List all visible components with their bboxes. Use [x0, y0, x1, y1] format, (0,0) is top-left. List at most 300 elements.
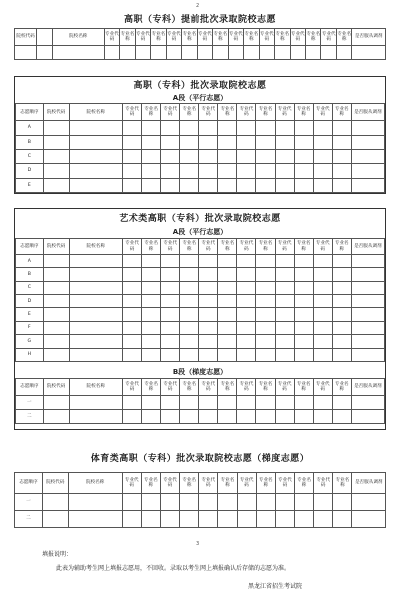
empty-cell: [351, 135, 384, 149]
empty-cell: [142, 335, 161, 348]
empty-cell: [166, 46, 181, 60]
table-row: [16, 135, 385, 149]
empty-cell: [351, 308, 384, 321]
empty-cell: [180, 149, 199, 163]
empty-cell: [199, 321, 218, 334]
empty-cell: [275, 255, 294, 268]
row-label: 二: [16, 409, 44, 423]
empty-cell: [332, 335, 351, 348]
empty-cell: [52, 46, 104, 60]
empty-cell: [180, 281, 199, 294]
empty-cell: [294, 295, 313, 308]
header-obey: 是否服从调剂: [351, 104, 384, 121]
empty-cell: [142, 321, 161, 334]
empty-cell: [142, 281, 161, 294]
row-label: B: [16, 268, 44, 281]
row-label: 一: [15, 493, 43, 510]
header-major-code: 专业代码: [259, 29, 274, 46]
empty-cell: [313, 308, 332, 321]
choice-table-b: [15, 378, 385, 424]
header-major-name: 专业名称: [294, 239, 313, 255]
empty-cell: [180, 308, 199, 321]
header-major-name: 专业名称: [142, 379, 161, 396]
header-major-code: 专业代码: [199, 239, 218, 255]
empty-cell: [294, 348, 313, 361]
header-major-code: 专业代码: [275, 473, 294, 494]
empty-cell: [69, 255, 123, 268]
empty-cell: [275, 510, 294, 527]
section-title: 高职（专科）提前批次录取院校志愿: [123, 15, 276, 25]
empty-cell: [275, 281, 294, 294]
empty-cell: [313, 268, 332, 281]
header-major-name: 专业名称: [180, 104, 199, 121]
empty-cell: [256, 178, 275, 192]
header-major-code: 专业代码: [161, 104, 180, 121]
empty-cell: [256, 295, 275, 308]
section-regular-admission: [14, 76, 386, 194]
row-label: C: [16, 149, 44, 163]
empty-cell: [135, 46, 150, 60]
header-major-code: 专业代码: [237, 473, 256, 494]
empty-cell: [142, 409, 161, 423]
header-major-code: 专业代码: [275, 239, 294, 255]
empty-cell: [42, 493, 68, 510]
row-label: 二: [15, 510, 43, 527]
empty-cell: [69, 178, 123, 192]
empty-cell: [333, 493, 352, 510]
row-label: [15, 46, 37, 60]
empty-cell: [332, 281, 351, 294]
header-major-code: 专业代码: [123, 379, 142, 396]
empty-cell: [161, 255, 180, 268]
empty-cell: [256, 409, 275, 423]
header-major-code: 专业代码: [199, 379, 218, 396]
header-inst-code: 院校代码: [42, 473, 68, 494]
empty-cell: [275, 268, 294, 281]
header-major-name: 专业名称: [218, 239, 237, 255]
empty-cell: [142, 295, 161, 308]
empty-cell: [43, 395, 69, 409]
empty-cell: [332, 409, 351, 423]
row-label: D: [16, 164, 44, 178]
empty-cell: [43, 268, 69, 281]
empty-cell: [161, 348, 180, 361]
empty-cell: [294, 255, 313, 268]
empty-cell: [256, 395, 275, 409]
empty-cell: [142, 121, 161, 135]
header-row: [16, 379, 385, 396]
empty-cell: [332, 321, 351, 334]
empty-cell: [43, 164, 69, 178]
header-row: [15, 473, 386, 494]
table-row: [16, 268, 385, 281]
header-seq: 志愿顺序: [16, 104, 44, 121]
empty-cell: [313, 295, 332, 308]
empty-cell: [141, 510, 160, 527]
empty-cell: [275, 164, 294, 178]
empty-cell: [218, 348, 237, 361]
empty-cell: [333, 510, 352, 527]
empty-cell: [180, 295, 199, 308]
header-blank: [37, 29, 52, 46]
header-inst-code: 院校代码: [43, 104, 69, 121]
header-major-name: 专业名称: [218, 379, 237, 396]
empty-cell: [351, 149, 384, 163]
empty-cell: [43, 178, 69, 192]
header-inst-code: 院校代码: [43, 239, 69, 255]
header-major-name: 专业名称: [275, 29, 290, 46]
empty-cell: [351, 348, 384, 361]
empty-cell: [142, 268, 161, 281]
empty-cell: [199, 164, 218, 178]
header-major-code: 专业代码: [199, 104, 218, 121]
empty-cell: [313, 281, 332, 294]
empty-cell: [294, 493, 313, 510]
header-major-code: 专业代码: [237, 379, 256, 396]
empty-cell: [352, 46, 386, 60]
header-major-code: 专业代码: [275, 379, 294, 396]
section-title: 体育类高职（专科）批次录取院校志愿（梯度志愿）: [90, 454, 310, 464]
empty-cell: [218, 178, 237, 192]
empty-cell: [43, 295, 69, 308]
empty-cell: [305, 46, 320, 60]
empty-cell: [199, 308, 218, 321]
empty-cell: [218, 409, 237, 423]
header-major-name: 专业名称: [213, 29, 228, 46]
empty-cell: [351, 255, 384, 268]
empty-cell: [218, 308, 237, 321]
header-major-code: 专业代码: [161, 379, 180, 396]
empty-cell: [43, 409, 69, 423]
header-major-name: 专业名称: [120, 29, 135, 46]
header-major-name: 专业名称: [305, 29, 320, 46]
empty-cell: [275, 295, 294, 308]
empty-cell: [213, 46, 228, 60]
empty-cell: [313, 321, 332, 334]
header-seq: 志愿顺序: [16, 379, 44, 396]
empty-cell: [332, 164, 351, 178]
table-row: [16, 178, 385, 192]
empty-cell: [332, 348, 351, 361]
empty-cell: [199, 178, 218, 192]
table-row: [16, 409, 385, 423]
empty-cell: [237, 321, 256, 334]
empty-cell: [69, 308, 123, 321]
empty-cell: [180, 335, 199, 348]
empty-cell: [352, 510, 386, 527]
empty-cell: [294, 149, 313, 163]
empty-cell: [180, 268, 199, 281]
row-label: E: [16, 308, 44, 321]
row-label: C: [16, 281, 44, 294]
empty-cell: [43, 321, 69, 334]
empty-cell: [294, 321, 313, 334]
empty-cell: [161, 335, 180, 348]
empty-cell: [43, 121, 69, 135]
empty-cell: [199, 395, 218, 409]
header-major-code: 专业代码: [199, 473, 218, 494]
empty-cell: [228, 46, 243, 60]
header-major-name: 专业名称: [142, 239, 161, 255]
table-row: [16, 121, 385, 135]
empty-cell: [314, 510, 333, 527]
empty-cell: [69, 164, 123, 178]
empty-cell: [237, 268, 256, 281]
header-major-code: 专业代码: [290, 29, 305, 46]
section-subtitle: A段（平行志愿）: [172, 94, 228, 102]
header-major-name: 专业名称: [294, 473, 313, 494]
empty-cell: [160, 510, 179, 527]
empty-cell: [218, 268, 237, 281]
empty-cell: [256, 348, 275, 361]
empty-cell: [69, 121, 123, 135]
empty-cell: [161, 135, 180, 149]
empty-cell: [180, 348, 199, 361]
header-major-name: 专业名称: [294, 104, 313, 121]
note-title: 填报说明：: [42, 551, 73, 558]
empty-cell: [199, 149, 218, 163]
empty-cell: [332, 135, 351, 149]
header-major-name: 专业名称: [332, 239, 351, 255]
empty-cell: [332, 121, 351, 135]
empty-cell: [161, 164, 180, 178]
empty-cell: [244, 46, 259, 60]
empty-cell: [351, 321, 384, 334]
empty-cell: [160, 493, 179, 510]
choice-table: [15, 103, 385, 193]
empty-cell: [123, 308, 142, 321]
empty-cell: [161, 178, 180, 192]
section-early-admission: [14, 12, 386, 60]
section-sports-admission: [14, 452, 386, 528]
empty-cell: [182, 46, 197, 60]
header-major-code: 专业代码: [135, 29, 150, 46]
empty-cell: [256, 135, 275, 149]
empty-cell: [218, 135, 237, 149]
header-major-name: 专业名称: [256, 379, 275, 396]
empty-cell: [290, 46, 305, 60]
empty-cell: [237, 335, 256, 348]
empty-cell: [351, 268, 384, 281]
empty-cell: [332, 149, 351, 163]
empty-cell: [275, 395, 294, 409]
empty-cell: [122, 493, 141, 510]
header-major-code: 专业代码: [314, 473, 333, 494]
row-label: G: [16, 335, 44, 348]
empty-cell: [123, 295, 142, 308]
header-inst-code: 院校代码: [15, 29, 37, 46]
header-row: [16, 239, 385, 255]
empty-cell: [199, 121, 218, 135]
empty-cell: [161, 409, 180, 423]
empty-cell: [218, 510, 237, 527]
empty-cell: [142, 135, 161, 149]
empty-cell: [142, 348, 161, 361]
empty-cell: [69, 395, 123, 409]
section-subtitle-b: B段（梯度志愿）: [172, 368, 228, 376]
empty-cell: [123, 268, 142, 281]
empty-cell: [275, 308, 294, 321]
header-major-code: 专业代码: [313, 104, 332, 121]
header-major-name: 专业名称: [180, 239, 199, 255]
empty-cell: [294, 281, 313, 294]
empty-cell: [237, 164, 256, 178]
empty-cell: [161, 281, 180, 294]
empty-cell: [123, 121, 142, 135]
header-major-name: 专业名称: [142, 104, 161, 121]
empty-cell: [199, 348, 218, 361]
empty-cell: [142, 255, 161, 268]
page-number-bottom: 3: [196, 541, 200, 547]
empty-cell: [294, 121, 313, 135]
empty-cell: [141, 493, 160, 510]
header-major-code: 专业代码: [122, 473, 141, 494]
empty-cell: [336, 46, 351, 60]
empty-cell: [197, 46, 212, 60]
empty-cell: [256, 281, 275, 294]
header-inst-code: 院校代码: [43, 379, 69, 396]
header-major-name: 专业名称: [256, 104, 275, 121]
empty-cell: [237, 135, 256, 149]
header-major-code: 专业代码: [313, 239, 332, 255]
empty-cell: [275, 135, 294, 149]
empty-cell: [294, 335, 313, 348]
empty-cell: [199, 268, 218, 281]
table-row: [16, 164, 385, 178]
empty-cell: [256, 255, 275, 268]
empty-cell: [180, 255, 199, 268]
table-row: [16, 335, 385, 348]
empty-cell: [43, 135, 69, 149]
empty-cell: [259, 46, 274, 60]
empty-cell: [351, 295, 384, 308]
empty-cell: [332, 268, 351, 281]
empty-cell: [275, 321, 294, 334]
table-row: [16, 295, 385, 308]
header-obey: 是否服从调剂: [351, 239, 384, 255]
empty-cell: [199, 409, 218, 423]
empty-cell: [69, 281, 123, 294]
header-inst-name: 院校名称: [69, 379, 123, 396]
empty-cell: [123, 348, 142, 361]
header-major-name: 专业名称: [256, 473, 275, 494]
empty-cell: [142, 308, 161, 321]
row-label: A: [16, 255, 44, 268]
empty-cell: [237, 409, 256, 423]
empty-cell: [199, 255, 218, 268]
table-row: [15, 46, 386, 60]
empty-cell: [161, 121, 180, 135]
empty-cell: [69, 149, 123, 163]
empty-cell: [43, 281, 69, 294]
empty-cell: [294, 510, 313, 527]
empty-cell: [69, 409, 123, 423]
empty-cell: [294, 178, 313, 192]
empty-cell: [352, 493, 386, 510]
empty-cell: [351, 409, 384, 423]
empty-cell: [142, 395, 161, 409]
empty-cell: [237, 178, 256, 192]
header-major-code: 专业代码: [123, 104, 142, 121]
empty-cell: [294, 395, 313, 409]
header-major-name: 专业名称: [182, 29, 197, 46]
choice-table: [15, 238, 385, 362]
empty-cell: [313, 149, 332, 163]
empty-cell: [237, 493, 256, 510]
table-row: [15, 510, 386, 527]
empty-cell: [42, 510, 68, 527]
empty-cell: [142, 178, 161, 192]
table-row: [16, 149, 385, 163]
empty-cell: [180, 121, 199, 135]
empty-cell: [151, 46, 166, 60]
empty-cell: [69, 135, 123, 149]
empty-cell: [180, 409, 199, 423]
empty-cell: [275, 409, 294, 423]
empty-cell: [218, 335, 237, 348]
table-row: [15, 493, 386, 510]
empty-cell: [180, 493, 199, 510]
empty-cell: [43, 335, 69, 348]
empty-cell: [43, 149, 69, 163]
empty-cell: [237, 281, 256, 294]
empty-cell: [351, 121, 384, 135]
empty-cell: [43, 348, 69, 361]
empty-cell: [313, 409, 332, 423]
empty-cell: [69, 335, 123, 348]
empty-cell: [332, 308, 351, 321]
section-art-admission: [14, 208, 386, 430]
section-title: 艺术类高职（专科）批次录取院校志愿: [119, 214, 281, 224]
empty-cell: [314, 493, 333, 510]
empty-cell: [69, 268, 123, 281]
empty-cell: [123, 164, 142, 178]
empty-cell: [199, 281, 218, 294]
empty-cell: [332, 255, 351, 268]
header-inst-name: 院校名称: [68, 473, 122, 494]
header-major-code: 专业代码: [166, 29, 181, 46]
empty-cell: [161, 395, 180, 409]
empty-cell: [180, 395, 199, 409]
header-major-code: 专业代码: [104, 29, 119, 46]
empty-cell: [332, 395, 351, 409]
table-row: [16, 395, 385, 409]
row-label: A: [16, 121, 44, 135]
header-major-code: 专业代码: [275, 104, 294, 121]
empty-cell: [37, 46, 52, 60]
empty-cell: [351, 164, 384, 178]
empty-cell: [256, 510, 275, 527]
empty-cell: [294, 164, 313, 178]
header-major-code: 专业代码: [123, 239, 142, 255]
empty-cell: [122, 510, 141, 527]
empty-cell: [218, 321, 237, 334]
header-major-name: 专业名称: [332, 379, 351, 396]
empty-cell: [104, 46, 119, 60]
header-major-name: 专业名称: [332, 104, 351, 121]
empty-cell: [237, 510, 256, 527]
empty-cell: [313, 135, 332, 149]
empty-cell: [256, 321, 275, 334]
empty-cell: [142, 149, 161, 163]
empty-cell: [218, 395, 237, 409]
empty-cell: [218, 164, 237, 178]
empty-cell: [69, 295, 123, 308]
empty-cell: [237, 255, 256, 268]
table-row: [16, 348, 385, 361]
header-major-code: 专业代码: [237, 239, 256, 255]
empty-cell: [237, 348, 256, 361]
